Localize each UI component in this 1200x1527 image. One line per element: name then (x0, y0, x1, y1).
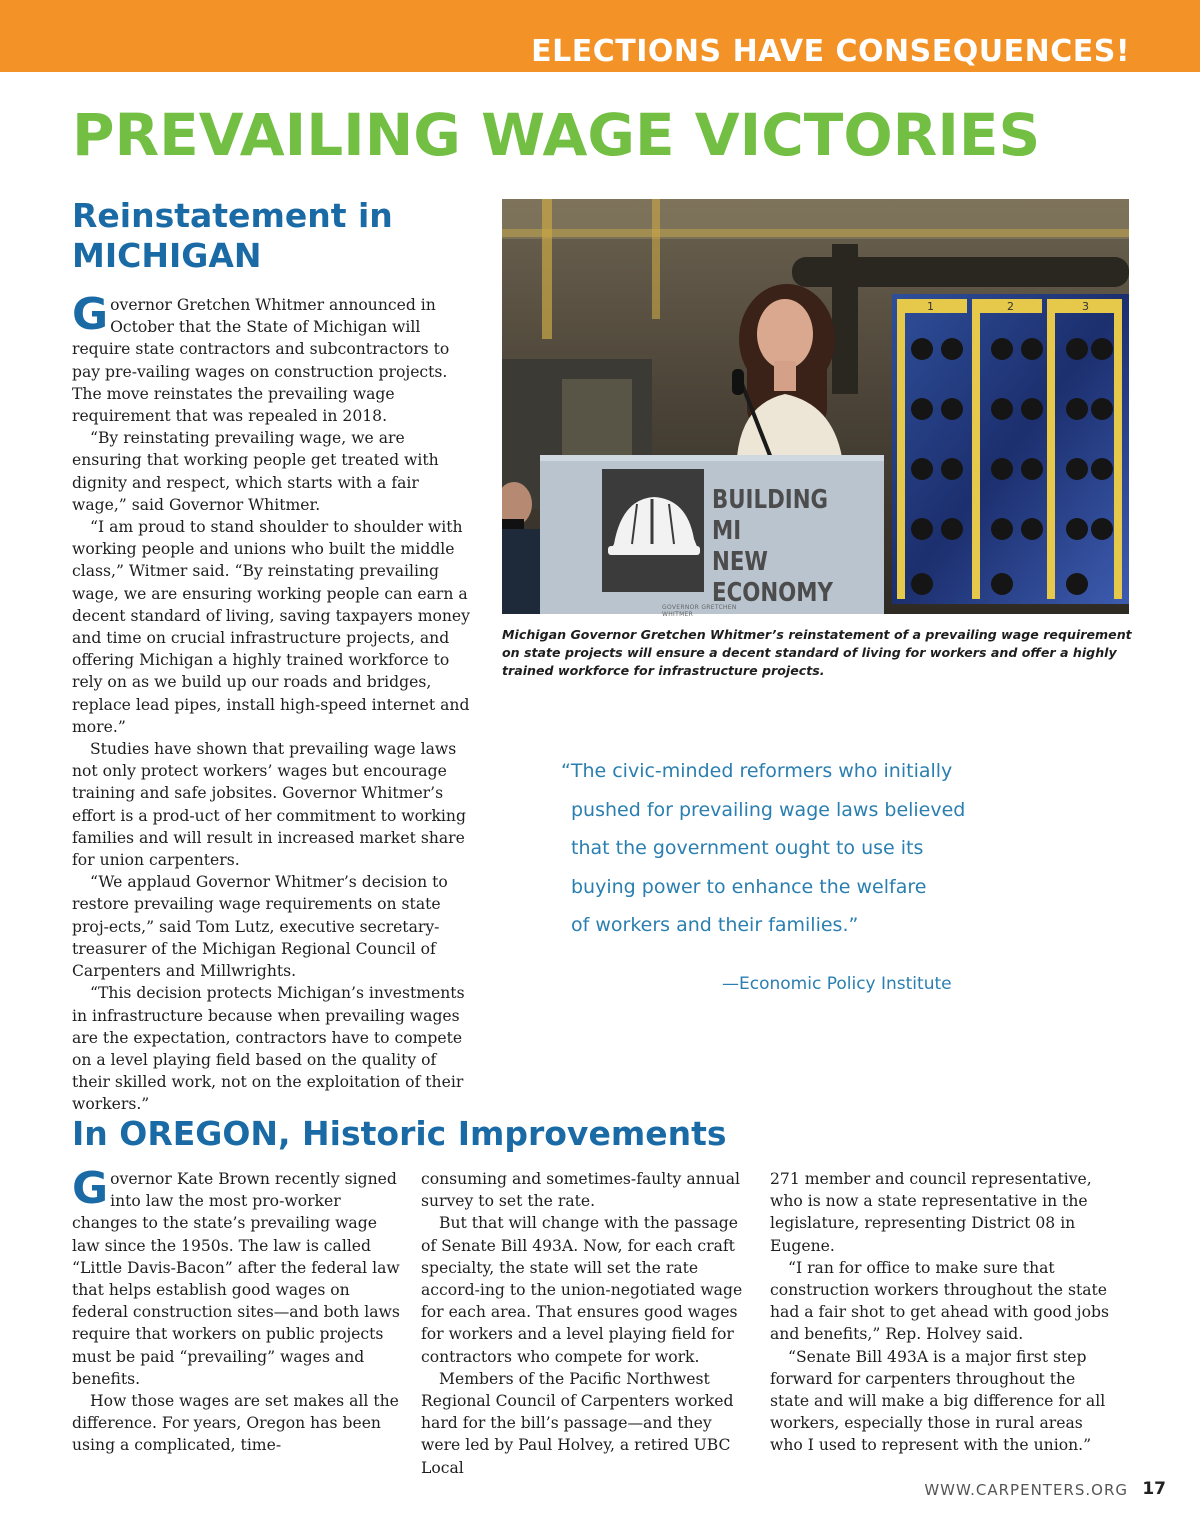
michigan-paragraph-4: Studies have shown that prevailing wage laws not only protect workers’ wages but encourage training and safe jobsites. Governor Whitmer’s effort is a prod-uct of her commitment to working families and will result in increased market share for union carpenters. (72, 740, 466, 870)
quote-line-2: pushed for prevailing wage laws believed (571, 798, 966, 821)
quote-line-3: that the government ought to use its (571, 837, 924, 859)
banner-text: ELECTIONS HAVE CONSEQUENCES! (531, 34, 1130, 69)
page-title: PREVAILING WAGE VICTORIES (72, 101, 1041, 169)
podium-line-1: BUILDING MI (712, 485, 829, 546)
oregon-column-1 (72, 1163, 402, 1457)
oregon-column-3 (770, 1168, 1110, 1457)
oregon-paragraph-3: But that will change with the passage of Senate Bill 493A. Now, for each craft specialty, the state will set the rate accord-ing to the union-negotiated wage for each area. That ensures good wages for workers and a level playing field for contractors who compete for work. (421, 1214, 743, 1366)
oregon-paragraph-2-cont: consuming and sometimes-faulty annual survey to set the rate. (421, 1170, 741, 1211)
michigan-heading-line2: MICHIGAN (72, 236, 262, 275)
michigan-paragraph-5: “We applaud Governor Whitmer’s decision to restore prevailing wage requirements on state proj-ects,” said Tom Lutz, executive secretary-treasurer of the Michigan Regional Council of Carpenters and Millwrights. (72, 873, 448, 981)
quote-line-5: of workers and their families.” (571, 914, 859, 936)
oregon-heading: In OREGON, Historic Improvements (72, 1114, 727, 1153)
oregon-paragraph-1 (72, 1163, 402, 1390)
rack-label-2: 2 (1007, 300, 1014, 313)
drop-cap: G (72, 1163, 109, 1214)
oregon-column-2 (421, 1168, 751, 1479)
footer-website: WWW.CARPENTERS.ORG (924, 1481, 1128, 1499)
podium-line-2: NEW (712, 547, 768, 577)
header-banner (0, 0, 1200, 72)
michigan-heading-line1: Reinstatement in (72, 196, 393, 235)
michigan-paragraph-2: “By reinstating prevailing wage, we are ensuring that working people get treated with dignity and respect, which starts with a fair wage,” said Governor Whitmer. (72, 429, 439, 514)
michigan-paragraph-1 (72, 289, 472, 427)
page-number: 17 (1142, 1479, 1166, 1499)
quote-line-4: buying power to enhance the welfare (571, 875, 927, 898)
photo-caption: Michigan Governor Gretchen Whitmer’s reinstatement of a prevailing wage requirement on state projects will ensure a decent standard of living for workers and offer a highly trained workforce for infrastructure projects. (502, 627, 1132, 678)
quote-attribution: —Economic Policy Institute (722, 974, 952, 994)
oregon-paragraph-6: “Senate Bill 493A is a major first step forward for carpenters throughout the state and will make a big difference for all workers, especially those in rural areas who I used to represent with the union.” (770, 1347, 1106, 1455)
quote-line-1: “The civic-minded reformers who initially (561, 760, 953, 782)
rack-label-1: 1 (927, 300, 934, 313)
oregon-paragraph-1-text: overnor Kate Brown recently signed into law the most pro-worker changes to the state’s prevailing wage law since the 1950s. The law is called “Little Davis-Bacon” after the federal law that helps establish good wages on federal construction sites—and both laws require that workers on public projects must be paid “prevailing” wages and benefits. (72, 1170, 400, 1388)
drop-cap: G (72, 289, 109, 340)
michigan-paragraph-3: “I am proud to stand shoulder to shoulder with working people and unions who built the middle class,” Witmer said. “By reinstating prevailing wage, we are ensuring working people can earn a decent standard of living, saving taxpayers money and time on crucial infrastructure projects, and offering Michigan a highly trained workforce to rely on as we build up our roads and bridges, replace lead pipes, install high-speed internet and more.” (72, 518, 470, 736)
oregon-paragraph-4: Members of the Pacific Northwest Regional Council of Carpenters worked hard for the bill’s passage—and they were led by Paul Holvey, a retired UBC Local (421, 1369, 734, 1477)
rack-label-3: 3 (1082, 300, 1089, 313)
michigan-heading (72, 196, 492, 276)
oregon-paragraph-5: “I ran for office to make sure that construction workers throughout the state had a fair shot to get ahead with good jobs and benefits,” Rep. Holvey said. (770, 1258, 1110, 1344)
podium-sign-text (712, 485, 843, 609)
michigan-article-body (72, 289, 472, 1116)
podium-line-3: ECONOMY (712, 578, 833, 608)
michigan-paragraph-6: “This decision protects Michigan’s investments in infrastructure because when prevailing wages are the expectation, contractors have to compete on a level playing field based on the quality of their skilled work, not on the exploitation of their workers.” (72, 984, 465, 1114)
pull-quote (561, 752, 1031, 945)
oregon-paragraph-2: How those wages are set makes all the difference. For years, Oregon has been using a complicated, time- (72, 1392, 399, 1455)
michigan-paragraph-1-text: overnor Gretchen Whitmer announced in October that the State of Michigan will require state contractors and subcontractors to pay pre-vailing wages on construction projects. The move reinstates the prevailing wage requirement that was repealed in 2018. (72, 296, 450, 426)
oregon-paragraph-4-cont: 271 member and council representative, who is now a state representative in the legislature, representing District 08 in Eugene. (770, 1170, 1092, 1255)
podium-small-text: GOVERNOR GRETCHEN WHITMER (662, 604, 737, 618)
